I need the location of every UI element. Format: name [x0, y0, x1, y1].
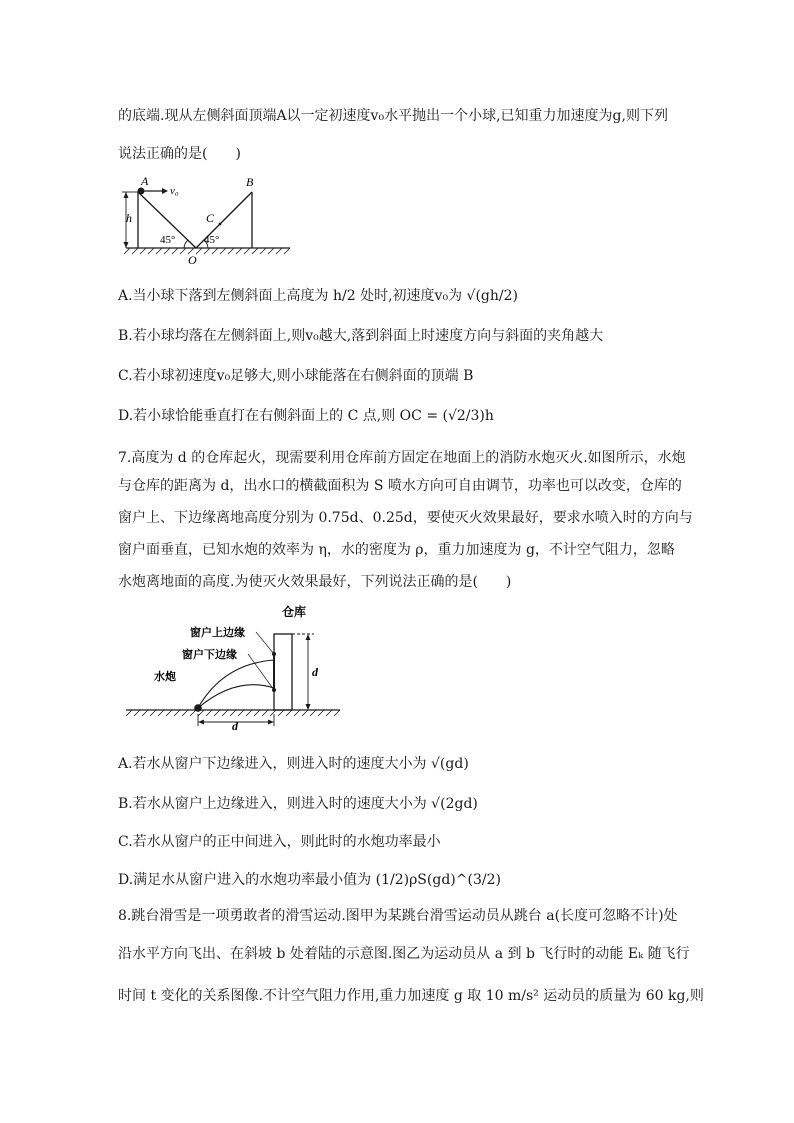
label-b: B: [246, 175, 254, 189]
option-7a: A.若水从窗户下边缘进入，则进入时的速度大小为 √(gd): [118, 756, 469, 772]
label-o: O: [188, 253, 197, 267]
label-d-vertical: d: [312, 665, 318, 679]
label-v0: v₀: [170, 185, 179, 197]
label-a: A: [141, 174, 149, 188]
label-h: h: [126, 211, 132, 225]
incline-figure: [118, 172, 298, 272]
q8-line-2: 沿水平方向飞出、在斜坡 b 处着陆的示意图.图乙为运动员从 a 到 b 飞行时的动能 Eₖ 随飞行: [118, 946, 690, 962]
option-6c: C.若小球初速度v₀足够大,则小球能落在右侧斜面的顶端 B: [118, 368, 474, 384]
option-7c: C.若水从窗户的正中间进入，则此时的水炮功率最小: [118, 834, 441, 850]
cannon-figure: [118, 604, 358, 732]
point-c: [219, 223, 222, 226]
q8-line-3: 时间 t 变化的关系图像.不计空气阻力作用,重力加速度 g 取 10 m/s² 运动员的质量为 60 kg,则: [118, 988, 704, 1004]
label-warehouse: 仓库: [282, 605, 307, 619]
label-c: C: [206, 211, 215, 225]
warehouse: [274, 634, 292, 710]
water-trajectory: [198, 660, 274, 708]
q7-line-4: 窗户面垂直，已知水炮的效率为 η，水的密度为 ρ，重力加速度为 g，不计空气阻力，忽略: [118, 542, 675, 558]
upper-edge-point: [272, 652, 276, 656]
option-6b: B.若小球均落在左侧斜面上,则v₀越大,落到斜面上时速度方向与斜面的夹角越大: [118, 328, 604, 344]
q7-line-1: 7.高度为 d 的仓库起火，现需要利用仓库前方固定在地面上的消防水炮灭火.如图所示，水炮: [118, 450, 686, 466]
intro-line-1: 的底端.现从左侧斜面顶端A以一定初速度v₀水平抛出一个小球,已知重力加速度为g,则下列: [118, 108, 668, 124]
option-6d: D.若小球恰能垂直打在右侧斜面上的 C 点,则 OC = (√2/3)h: [118, 408, 494, 424]
cannon: [194, 704, 202, 712]
q7-line-2: 与仓库的距离为 d，出水口的横截面积为 S 喷水方向可自由调节，功率也可以改变，仓库的: [118, 478, 682, 494]
option-7d: D.满足水从窗户进入的水炮功率最小值为 (1/2)ρS(gd)^(3/2): [118, 872, 501, 888]
label-d-horizontal: d: [232, 719, 238, 732]
ball: [138, 188, 145, 195]
angle-left: 45°: [160, 234, 176, 246]
label-lower-edge: 窗户下边缘: [182, 649, 237, 661]
water-trajectory-lower: [198, 685, 274, 708]
q8-line-1: 8.跳台滑雪是一项勇敢者的滑雪运动.图甲为某跳台滑雪运动员从跳台 a(长度可忽略不计)处: [118, 908, 678, 924]
q7-line-3: 窗户上、下边缘离地高度分别为 0.75d、0.25d，要使灭火效果最好，要求水喷入时的方向与: [118, 510, 693, 526]
option-6a: A.当小球下落到左侧斜面上高度为 h/2 处时,初速度v₀为 √(gh/2): [118, 288, 518, 304]
label-upper-edge: 窗户上边缘: [190, 627, 245, 639]
angle-right: 45°: [204, 234, 220, 246]
lower-edge-point: [272, 688, 276, 692]
label-cannon: 水炮: [154, 671, 176, 683]
q7-line-5: 水炮离地面的高度.为使灭火效果最好，下列说法正确的是( ): [118, 574, 512, 590]
option-7b: B.若水从窗户上边缘进入，则进入时的速度大小为 √(2gd): [118, 796, 478, 812]
intro-line-2: 说法正确的是( ): [118, 146, 241, 162]
